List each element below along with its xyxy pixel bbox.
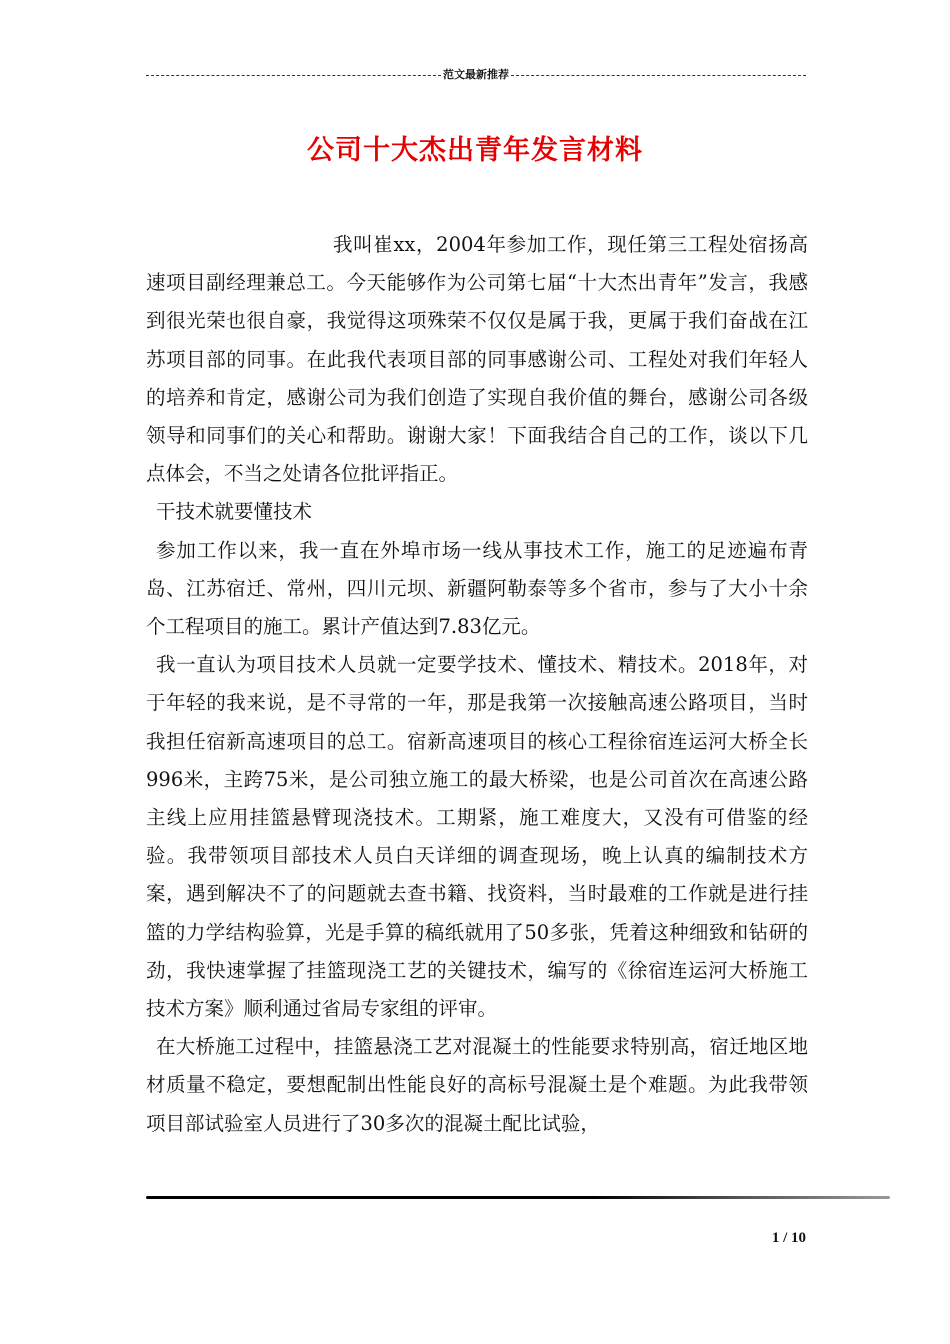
footer-rule (146, 1196, 890, 1199)
paragraph-experience: 参加工作以来，我一直在外埠市场一线从事技术工作，施工的足迹遍布青岛、江苏宿迁、常州，四川元坝、新疆阿勒泰等多个省市，参与了大小十余个工程项目的施工。累计产值达到7.83亿元。 (146, 538, 808, 639)
header-label: 范文最新推荐 (443, 68, 509, 81)
document-body (146, 226, 808, 1143)
page-header (146, 66, 806, 82)
header-dash-right (511, 75, 806, 76)
paragraph-concrete: 在大桥施工过程中，挂篮悬浇工艺对混凝土的性能要求特别高，宿迁地区地材质量不稳定，要想配制出性能良好的高标号混凝土是个难题。为此我带领项目部试验室人员进行了30多次的混凝土配比试验， (146, 1035, 808, 1135)
header-dash-left (146, 75, 441, 76)
section-heading: 干技术就要懂技术 (156, 500, 313, 524)
paragraph-technology: 我一直认为项目技术人员就一定要学技术、懂技术、精技术。2018年，对于年轻的我来说，是不寻常的一年，那是我第一次接触高速公路项目，当时我担任宿新高速项目的总工。宿新高速项目的核心工程徐宿连运河大桥全长996米，主跨75米，是公司独立施工的最大桥梁，也是公司首次在高速公路主线上应用挂篮悬臂现浇技术。工期紧，施工难度大，又没有可借鉴的经验。我带领项目部技术人员白天详细的调查现场，晚上认真的编制技术方案，遇到解决不了的问题就去查书籍、找资料，当时最难的工作就是进行挂篮的力学结构验算，光是手算的稿纸就用了50多张，凭着这种细致和钻研的劲，我快速掌握了挂篮现浇工艺的关键技术，编写的《徐宿连运河大桥施工技术方案》顺利通过省局专家组的评审。 (146, 653, 808, 1021)
paragraph-intro: 我叫崔xx，2004年参加工作，现任第三工程处宿扬高速项目副经理兼总工。今天能够作为公司第七届“十大杰出青年”发言，我感到很光荣也很自豪，我觉得这项殊荣不仅仅是属于我，更属于我们奋战在江苏项目部的同事。在此我代表项目部的同事感谢公司、工程处对我们年轻人的培养和肯定，感谢公司为我们创造了实现自我价值的舞台，感谢公司各级领导和同事们的关心和帮助。谢谢大家！下面我结合自己的工作，谈以下几点体会，不当之处请各位批评指正。 (146, 233, 808, 486)
document-title: 公司十大杰出青年发言材料 (307, 135, 643, 166)
page-number: 1 / 10 (771, 1230, 806, 1246)
